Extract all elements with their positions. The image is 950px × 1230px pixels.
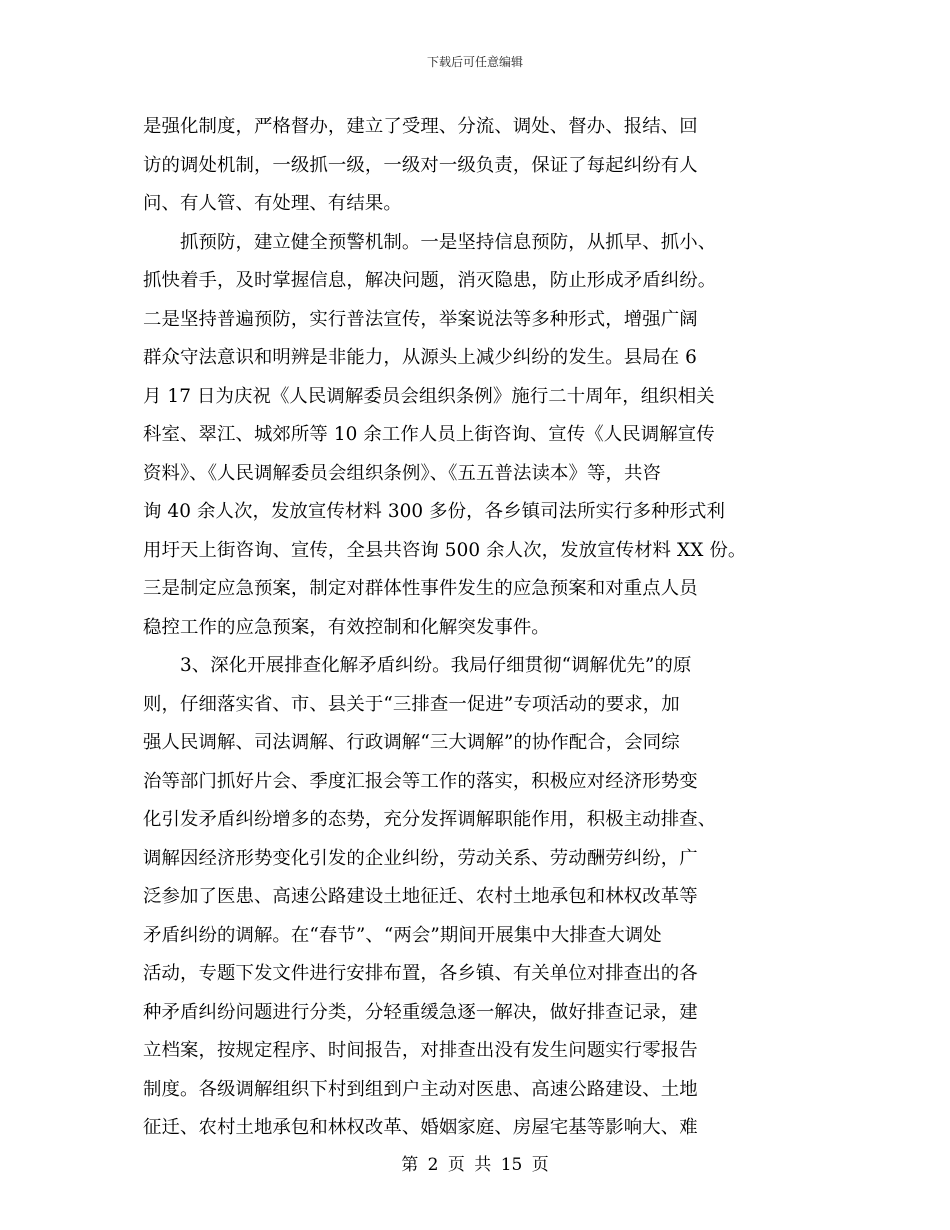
text-line: 用圩天上街咨询、宣传，全县共咨询 500 余人次，发放宣传材料 XX 份。 [143,539,747,561]
text-line: 活动，专题下发文件进行安排布置，各乡镇、有关单位对排查出的各 [143,963,698,984]
text-line: 治等部门抓好片会、季度汇报会等工作的落实，积极应对经济形势变 [143,770,698,792]
text-line: 则，仔细落实省、市、县关于“三排查一促进”专项活动的要求，加 [143,693,680,715]
text-line: 征迁、农村土地承包和林权改革、婚姻家庭、房屋宅基等影响大、难 [143,1117,698,1138]
text-line: 立档案，按规定程序、时间报告，对排查出没有发生问题实行零报告 [143,1040,698,1061]
text-line: 矛盾纠纷的调解。在“春节”、“两会”期间开展集中大排查大调处 [143,924,662,946]
text-line: 是强化制度，严格督办，建立了受理、分流、调处、督办、报结、回 [143,116,698,137]
page-footer: 第 2 页 共 15 页 [401,1155,549,1175]
text-line: 科室、翠江、城郊所等 10 余工作人员上街咨询、宣传《人民调解宣传 [143,424,715,445]
text-line: 调解因经济形势变化引发的企业纠纷，劳动关系、劳动酬劳纠纷，广 [143,847,698,869]
text-line: 泛参加了医患、高速公路建设土地征迁、农村土地承包和林权改革等 [143,886,698,907]
text-line: 资料》、《人民调解委员会组织条例》、《五五普法读本》等，共咨 [143,462,661,484]
page-header: 下载后可任意编辑 [426,55,523,69]
text-line: 群众守法意识和明辨是非能力，从源头上减少纠纷的发生。县局在 6 [143,347,697,368]
text-line: 问、有人管、有处理、有结果。 [143,193,402,214]
text-line: 询 40 余人次，发放宣传材料 300 多份，各乡镇司法所实行多种形式利 [143,501,726,522]
text-line: 强人民调解、司法调解、行政调解“三大调解”的协作配合，会同综 [143,732,680,753]
text-line: 3、深化开展排查化解矛盾纠纷。我局仔细贯彻“调解优先”的原 [143,655,692,676]
text-line: 抓预防，建立健全预警机制。一是坚持信息预防，从抓早、抓小、 [143,231,717,253]
text-line: 月 17 日为庆祝《人民调解委员会组织条例》施行二十周年，组织相关 [143,385,715,407]
text-line: 访的调处机制，一级抓一级，一级对一级负责，保证了每起纠纷有人 [143,154,698,176]
text-line: 稳控工作的应急预案，有效控制和化解突发事件。 [143,616,550,638]
text-line: 制度。各级调解组织下村到组到户主动对医患、高速公路建设、土地 [143,1078,698,1100]
text-line: 化引发矛盾纠纷增多的态势，充分发挥调解职能作用，积极主动排查、 [143,809,717,830]
text-line: 二是坚持普遍预防，实行普法宣传，举案说法等多种形式，增强广阔 [143,308,698,330]
body-text [143,108,807,1148]
text-line: 抓快着手，及时掌握信息，解决问题，消灭隐患，防止形成矛盾纠纷。 [143,270,717,291]
text-line: 种矛盾纠纷问题进行分类，分轻重缓急逐一解决，做好排查记录，建 [143,1001,698,1023]
text-line: 三是制定应急预案，制定对群体性事件发生的应急预案和对重点人员 [143,578,698,599]
